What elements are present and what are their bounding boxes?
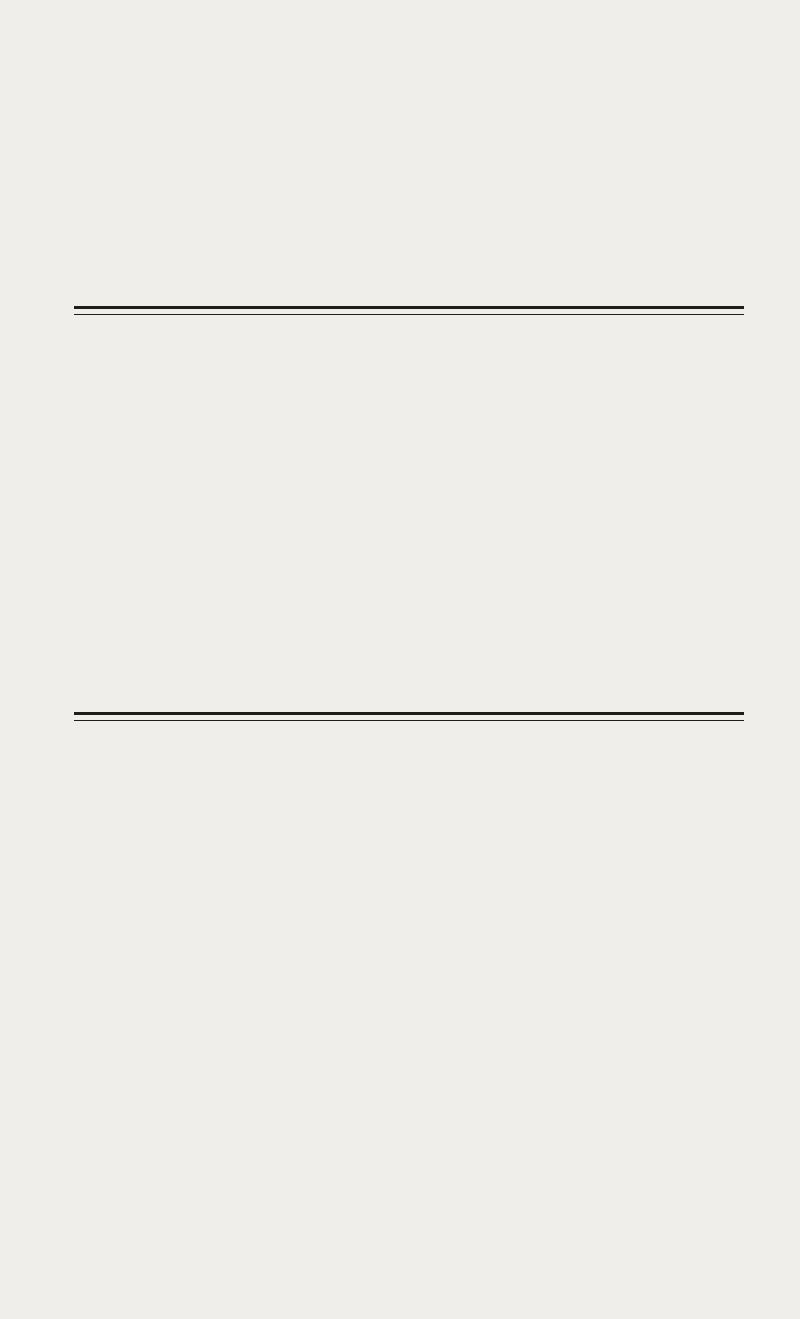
page-header bbox=[0, 32, 800, 68]
section-divider-rule bbox=[74, 306, 744, 315]
section-divider-rule bbox=[74, 712, 744, 721]
section1-plant-list bbox=[74, 480, 744, 482]
